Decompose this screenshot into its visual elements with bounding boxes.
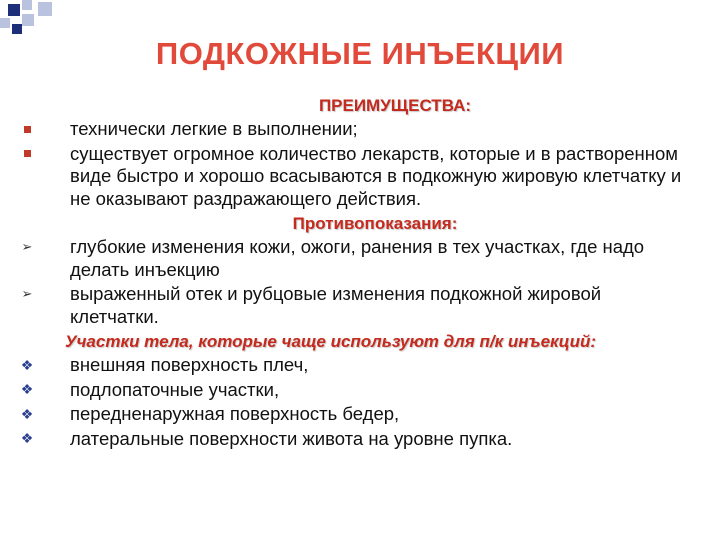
- corner-square-light: [22, 14, 34, 26]
- section-heading-body-areas: Участки тела, которые чаще используют для п/к инъекций:: [65, 332, 597, 351]
- list-item: ❖ внешняя поверхность плеч,: [20, 354, 309, 375]
- section-heading-contraindications: Противопоказания:: [292, 214, 458, 233]
- corner-square-dark: [12, 24, 22, 34]
- corner-square-light: [22, 0, 32, 10]
- corner-square-light: [38, 2, 52, 16]
- arrow-bullet-icon: ➢: [21, 285, 33, 301]
- slide-content: [20, 92, 690, 452]
- list-item: ➢ глубокие изменения кожи, ожоги, ранения в тех участках, где надо делать инъекцию: [21, 236, 645, 280]
- list-item: ➢ выраженный отек и рубцовые изменения подкожной жировой клетчатки.: [21, 283, 602, 327]
- square-bullet-icon: [20, 118, 34, 140]
- list-item: ❖ латеральные поверхности живота на уровне пупка.: [20, 427, 513, 449]
- corner-decoration: [0, 0, 60, 40]
- section-heading-advantages: ПРЕИМУЩЕСТВА:: [318, 96, 472, 115]
- diamond-bullet-icon: ❖: [20, 381, 34, 398]
- list-item: существует огромное количество лекарств, которые и в растворенном виде быстро и хорошо всасываются в подкожную жировую клетчатку и не оказывают раздражающего действия.: [20, 143, 690, 211]
- diamond-bullet-icon: ❖: [20, 356, 34, 373]
- list-item: ❖ передненаружная поверхность бедер,: [20, 403, 400, 424]
- diamond-bullet-icon: ❖: [20, 430, 34, 447]
- corner-square-light: [0, 18, 10, 28]
- list-item: технически легкие в выполнении;: [20, 118, 690, 141]
- arrow-bullet-icon: ➢: [21, 238, 33, 254]
- slide-title: ПОДКОЖНЫЕ ИНЪЕКЦИИ: [155, 36, 565, 71]
- diamond-bullet-icon: ❖: [20, 405, 34, 422]
- list-item: ❖ подлопаточные участки,: [20, 378, 280, 400]
- square-bullet-icon: [20, 143, 34, 165]
- corner-square-dark: [8, 4, 20, 16]
